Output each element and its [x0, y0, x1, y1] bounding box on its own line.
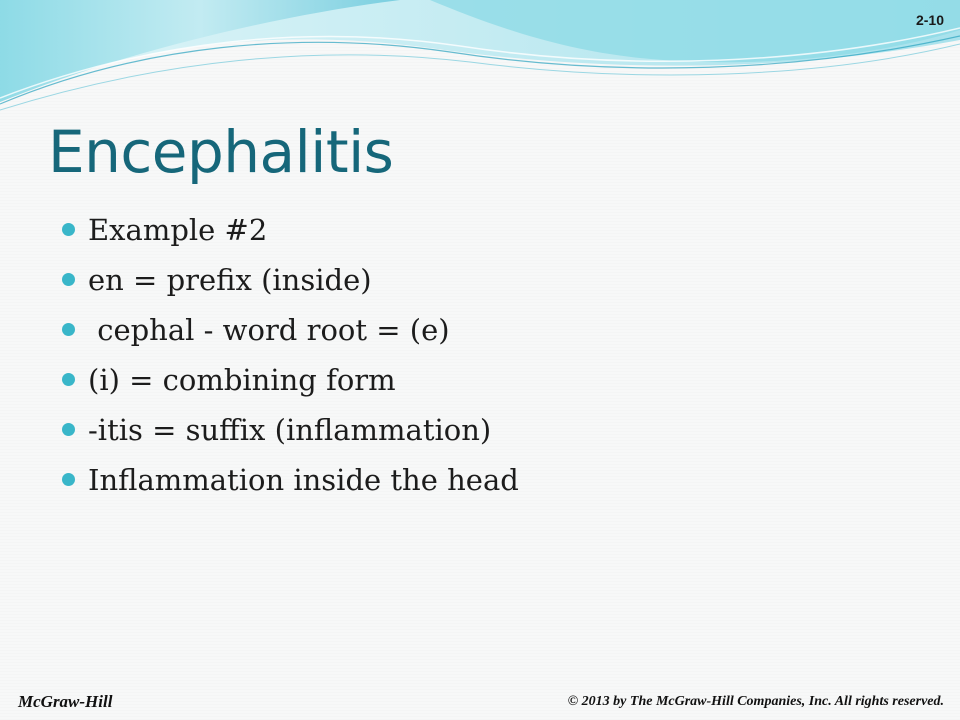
slide-number: 2-10 [915, 12, 944, 28]
bullet-dot-icon [62, 223, 75, 236]
bullet-item [62, 206, 268, 256]
bullet-text: Inflammation inside the head [88, 463, 519, 497]
bullet-text: en = prefix (inside) [88, 263, 372, 297]
bullet-item [62, 456, 519, 506]
bullet-text: (i) = combining form [88, 363, 396, 397]
footer-publisher: McGraw-Hill [18, 692, 113, 711]
header-wave-decoration [0, 0, 960, 120]
bullet-item [62, 306, 450, 356]
slide-title: Encephalitis [48, 118, 394, 186]
bullet-dot-icon [62, 473, 75, 486]
footer-copyright: © 2013 by The McGraw-Hill Companies, Inc. All rights reserved. [567, 694, 944, 709]
bullet-item [62, 406, 492, 456]
bullet-item [62, 356, 396, 406]
bullet-text: cephal - word root = (e) [88, 313, 450, 347]
bullet-dot-icon [62, 323, 75, 336]
bullet-dot-icon [62, 423, 75, 436]
bullet-text: -itis = suffix (inflammation) [88, 413, 492, 447]
bullet-list [62, 206, 519, 506]
bullet-dot-icon [62, 273, 75, 286]
bullet-dot-icon [62, 373, 75, 386]
bullet-text: Example #2 [88, 213, 268, 247]
bullet-item [62, 256, 372, 306]
